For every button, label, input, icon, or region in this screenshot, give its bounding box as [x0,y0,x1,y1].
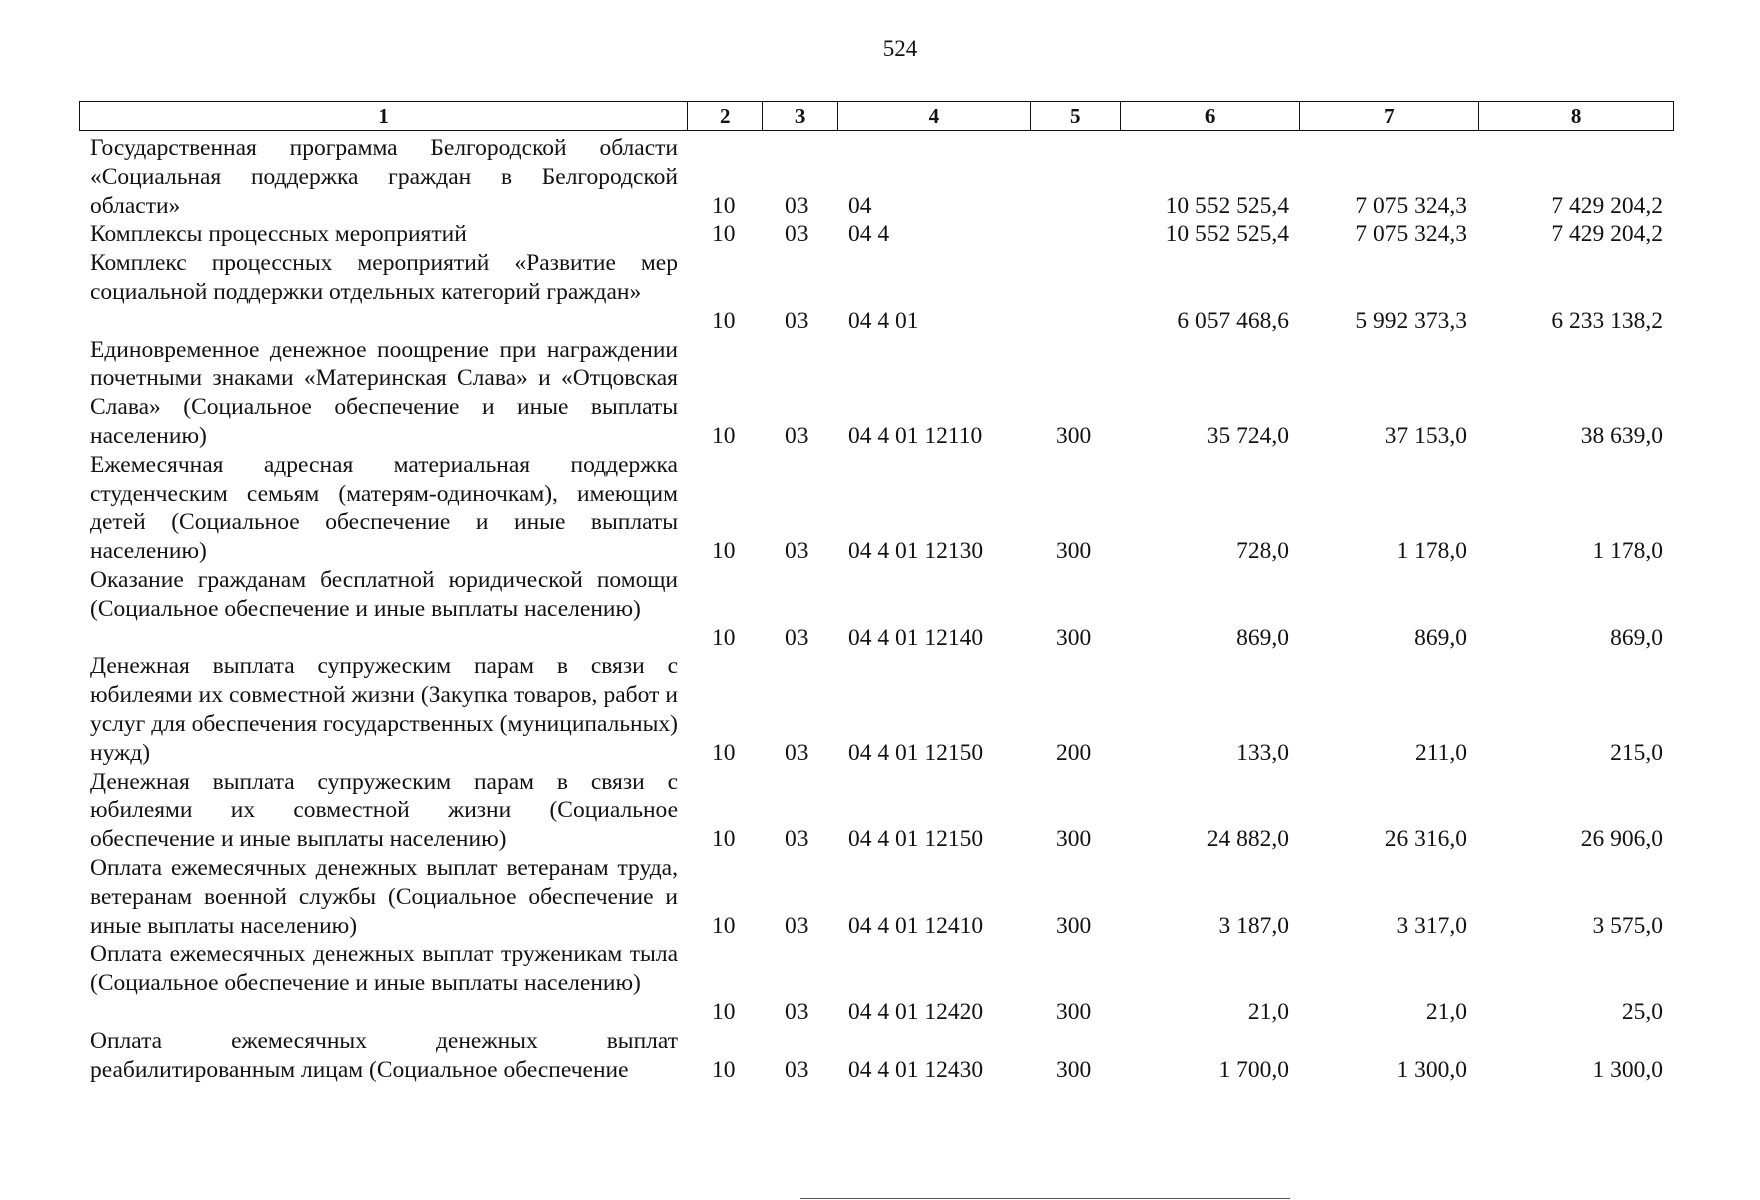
row-subsection: 03 [785,422,809,449]
row-subsection: 03 [785,538,809,565]
row-target-article: 04 4 01 [848,307,919,334]
row-subsection: 03 [785,307,809,334]
row-amount-col7: 5 992 373,3 [1355,307,1467,334]
row-section: 10 [712,624,736,651]
table-row [0,566,1760,652]
table-header [79,101,1674,131]
row-amount-col8: 26 906,0 [1580,826,1663,853]
row-expense-type: 300 [1056,624,1092,651]
row-amount-col7: 7 075 324,3 [1355,192,1467,219]
row-amount-col7: 3 317,0 [1396,912,1467,939]
row-description: Комплекс процессных мероприятий «Развитие мер социальной поддержки отдельных категорий граждан» [90,250,678,305]
row-section: 10 [712,1056,736,1083]
row-description: Оплата ежемесячных денежных выплат ветеранам труда, ветеранам военной службы (Социальное обеспечение и иные выплаты населению) [90,854,678,939]
row-amount-col6: 1 700,0 [1218,1056,1289,1083]
row-amount-col8: 869,0 [1610,624,1663,651]
row-target-article: 04 4 01 12110 [848,422,983,449]
row-target-article: 04 4 01 12150 [848,739,984,766]
row-expense-type: 200 [1056,739,1092,766]
row-amount-col8: 3 575,0 [1592,912,1663,939]
row-subsection: 03 [785,826,809,853]
row-amount-col6: 6 057 468,6 [1177,307,1289,334]
row-amount-col6: 728,0 [1236,538,1289,565]
table-row [0,220,1760,249]
row-target-article: 04 4 01 12140 [848,624,984,651]
row-description: Государственная программа Белгородской области «Социальная поддержка граждан в Белгородской области» [90,135,678,219]
row-amount-col7: 21,0 [1425,998,1467,1025]
row-target-article: 04 4 01 12150 [848,826,984,853]
header-col-8: 8 [1570,103,1582,128]
row-amount-col8: 25,0 [1621,998,1663,1025]
header-col-4: 4 [838,102,1031,130]
row-expense-type: 300 [1056,422,1092,449]
bottom-rule [800,1198,1290,1199]
row-expense-type: 300 [1056,826,1092,853]
row-amount-col8: 7 429 204,2 [1551,192,1663,219]
table-body [0,134,1760,1084]
row-section: 10 [712,739,736,766]
row-amount-col7: 37 153,0 [1384,422,1467,449]
row-target-article: 04 4 01 12430 [848,1056,984,1083]
row-target-article: 04 4 01 12130 [848,538,984,565]
table-row [0,854,1760,940]
row-description: Денежная выплата супружеским парам в связи с юбилеями их совместной жизни (Закупка товаров, работ и услуг для обеспечения государственных (муниципальных) нужд) [90,653,678,766]
row-subsection: 03 [785,998,809,1025]
row-target-article: 04 4 [848,221,890,248]
row-target-article: 04 [848,192,872,219]
row-description: Денежная выплата супружеским парам в связи с юбилеями их совместной жизни (Социальное обеспечение и иные выплаты населению) [90,768,678,853]
row-expense-type: 300 [1056,912,1092,939]
header-col-6: 6 [1121,102,1301,130]
row-amount-col6: 3 187,0 [1218,912,1289,939]
row-section: 10 [712,307,736,334]
row-expense-type: 300 [1056,998,1092,1025]
row-expense-type: 300 [1056,538,1092,565]
row-section: 10 [712,826,736,853]
table-row [0,336,1760,451]
row-amount-col7: 7 075 324,3 [1355,221,1467,248]
row-description: Оплата ежемесячных денежных выплат реабилитированным лицам (Социальное обеспечение [90,1027,678,1083]
row-amount-col7: 26 316,0 [1384,826,1467,853]
row-section: 10 [712,538,736,565]
page-number: 524 [882,36,918,61]
row-target-article: 04 4 01 12420 [848,998,984,1025]
row-amount-col8: 215,0 [1610,739,1663,766]
row-amount-col6: 10 552 525,4 [1165,192,1289,219]
table-row [0,652,1760,767]
row-target-article: 04 4 01 12410 [848,912,984,939]
row-amount-col8: 38 639,0 [1580,422,1663,449]
row-amount-col6: 35 724,0 [1206,422,1289,449]
row-description: Комплексы процессных мероприятий [90,221,467,248]
row-amount-col8: 6 233 138,2 [1551,307,1663,334]
row-subsection: 03 [785,1056,809,1083]
row-amount-col8: 7 429 204,2 [1551,221,1663,248]
row-amount-col6: 24 882,0 [1206,826,1289,853]
row-amount-col7: 869,0 [1414,624,1467,651]
row-amount-col6: 21,0 [1247,998,1289,1025]
row-section: 10 [712,221,736,248]
row-expense-type: 300 [1056,1056,1092,1083]
row-subsection: 03 [785,912,809,939]
row-subsection: 03 [785,624,809,651]
header-col-5: 5 [1031,102,1121,130]
header-col-3: 3 [763,102,838,130]
row-description: Оплата ежемесячных денежных выплат труженикам тыла (Социальное обеспечение и иные выплаты населению) [90,941,678,997]
row-amount-col7: 1 178,0 [1396,538,1467,565]
row-amount-col7: 211,0 [1414,739,1467,766]
row-amount-col8: 1 300,0 [1592,1056,1663,1083]
header-col-7: 7 [1300,102,1479,130]
row-amount-col7: 1 300,0 [1396,1056,1467,1083]
row-section: 10 [712,192,736,219]
row-amount-col6: 133,0 [1236,739,1289,766]
row-amount-col6: 10 552 525,4 [1165,221,1289,248]
row-subsection: 03 [785,739,809,766]
row-description: Оказание гражданам бесплатной юридической помощи (Социальное обеспечение и иные выплаты населению) [90,566,678,622]
row-amount-col8: 1 178,0 [1592,538,1663,565]
row-subsection: 03 [785,192,809,219]
table-row [0,451,1760,566]
table-row [0,1027,1760,1085]
table-row [0,134,1760,220]
row-section: 10 [712,422,736,449]
table-row [0,249,1760,335]
row-description: Ежемесячная адресная материальная поддержка студенческим семьям (матерям-одиночкам), имеющим детей (Социальное обеспечение и иные выплаты населению) [90,451,678,565]
row-subsection: 03 [785,221,809,248]
header-col-2: 2 [688,102,763,130]
header-col-1: 1 [80,102,688,130]
row-section: 10 [712,912,736,939]
row-section: 10 [712,998,736,1025]
table-row [0,940,1760,1026]
row-amount-col6: 869,0 [1236,624,1289,651]
table-row [0,768,1760,854]
row-description: Единовременное денежное поощрение при награждении почетными знаками «Материнская Слава» и «Отцовская Слава» (Социальное обеспечение и иные выплаты населению) [90,336,678,449]
